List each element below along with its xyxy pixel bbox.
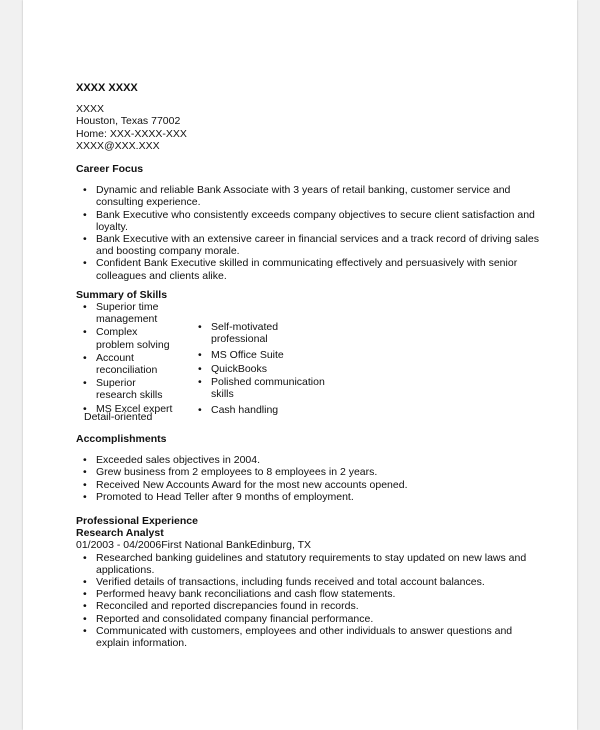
list-item: • MS Excel expert bbox=[76, 403, 176, 415]
email-line: XXXX@XXX.XXX bbox=[76, 139, 160, 152]
accomplishments-section bbox=[76, 433, 546, 503]
list-item: • Performed heavy bank reconciliations and cash flow statements. bbox=[76, 588, 546, 600]
skill-detail-oriented: Detail-oriented bbox=[84, 411, 153, 424]
career-focus-list bbox=[76, 184, 546, 282]
list-item: • Cash handling bbox=[191, 404, 331, 416]
list-item: • Polished communication skills bbox=[191, 376, 331, 400]
list-item: • Bank Executive with an extensive career in financial services and a track record of driving sales and boosting company morale. bbox=[76, 233, 546, 257]
list-item: • Account reconciliation bbox=[76, 352, 176, 376]
city-line: Houston, Texas 77002 bbox=[76, 115, 181, 128]
skills-column-2 bbox=[191, 321, 331, 417]
career-focus-section bbox=[76, 163, 546, 282]
experience-section bbox=[76, 515, 546, 649]
list-item: • Self-motivated professional bbox=[191, 321, 331, 345]
list-item: • Superior research skills bbox=[76, 377, 176, 401]
experience-list bbox=[76, 552, 546, 650]
experience-heading: Professional Experience bbox=[76, 515, 198, 528]
address-line: XXXX bbox=[76, 103, 105, 116]
job-dates-employer: 01/2003 - 04/2006First National BankEdinburg, TX bbox=[76, 539, 312, 552]
contact-block bbox=[76, 103, 546, 152]
list-item: • Researched banking guidelines and statutory requirements to stay updated on new laws and applications. bbox=[76, 552, 546, 576]
job-title: Research Analyst bbox=[76, 527, 164, 540]
phone-line: Home: XXX-XXXX-XXX bbox=[76, 127, 187, 140]
list-item: • Superior time management bbox=[76, 301, 176, 325]
list-item: • Confident Bank Executive skilled in communicating effectively and persuasively with senior colleagues and clients alike. bbox=[76, 257, 546, 281]
accomplishments-heading: Accomplishments bbox=[76, 433, 167, 446]
list-item: • Communicated with customers, employees and other individuals to answer questions and explain information. bbox=[76, 625, 546, 649]
list-item: • Reported and consolidated company financial performance. bbox=[76, 613, 546, 625]
list-item: • Received New Accounts Award for the most new accounts opened. bbox=[76, 479, 546, 491]
document-page bbox=[23, 0, 577, 730]
list-item: • MS Office Suite bbox=[191, 349, 331, 361]
resume-content bbox=[76, 82, 546, 649]
list-item: • Dynamic and reliable Bank Associate with 3 years of retail banking, customer service and consulting experience. bbox=[76, 184, 546, 208]
list-item: • Complex problem solving bbox=[76, 326, 176, 350]
list-item: • Bank Executive who consistently exceeds company objectives to secure client satisfaction and loyalty. bbox=[76, 209, 546, 233]
skills-section bbox=[76, 289, 546, 429]
skills-columns bbox=[76, 301, 546, 429]
list-item: • Exceeded sales objectives in 2004. bbox=[76, 454, 546, 466]
skills-heading: Summary of Skills bbox=[76, 288, 168, 301]
skills-column-1 bbox=[76, 301, 176, 416]
list-item: • QuickBooks bbox=[191, 363, 331, 375]
list-item: • Verified details of transactions, including funds received and total account balances. bbox=[76, 576, 546, 588]
candidate-name: XXXX XXXX bbox=[76, 82, 138, 94]
list-item: • Reconciled and reported discrepancies found in records. bbox=[76, 600, 546, 612]
career-focus-heading: Career Focus bbox=[76, 163, 144, 176]
list-item: • Grew business from 2 employees to 8 employees in 2 years. bbox=[76, 466, 546, 478]
accomplishments-list bbox=[76, 454, 546, 503]
list-item: • Promoted to Head Teller after 9 months of employment. bbox=[76, 491, 546, 503]
